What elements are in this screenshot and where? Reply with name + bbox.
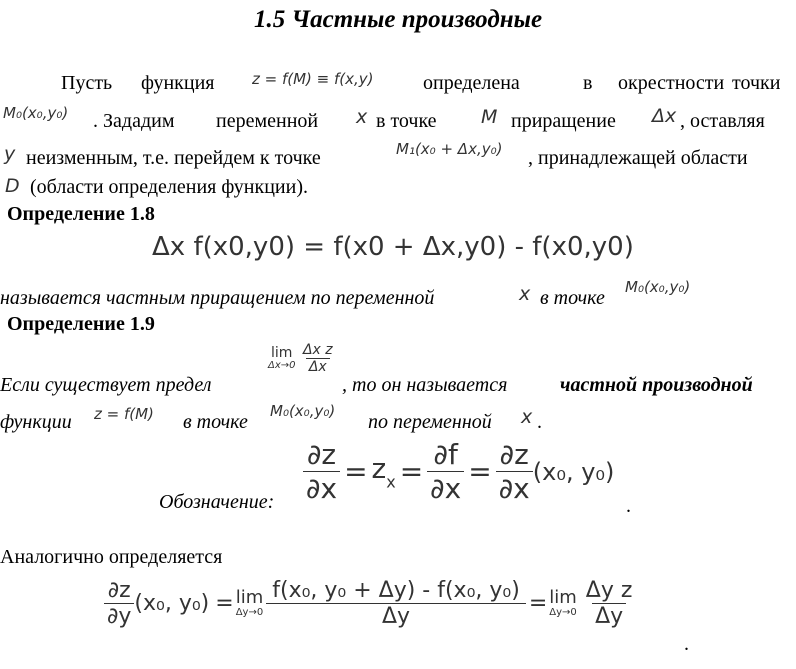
analog-lim-sub-1: Δy→0	[235, 607, 264, 618]
text-pusty: Пусть	[61, 72, 113, 94]
text-to-on: , то он называется	[342, 374, 508, 396]
notation-dx-3: ∂x	[496, 471, 533, 505]
formula-y: y	[4, 143, 16, 165]
formula-m1: M₁(x₀ + Δx,y₀)	[396, 140, 503, 158]
formula-def18-x: x	[519, 283, 531, 305]
notation-dz: ∂z	[306, 438, 337, 471]
text-chastnoy: частной производной	[560, 374, 753, 396]
text-funktsii: функции	[0, 411, 72, 433]
notation-zx-z: z	[371, 451, 387, 485]
formula-def19-m0: M₀(x₀,y₀)	[270, 402, 336, 420]
analog-den2: Δy	[592, 603, 626, 629]
analog-eq-1: =	[215, 591, 234, 616]
text-notation-dot: .	[626, 495, 631, 517]
text-notation-label: Обозначение:	[159, 491, 275, 513]
heading-def-1-9: Определение 1.9	[7, 313, 155, 335]
analog-numerator: f(x₀, y₀ + Δy) - f(x₀, y₀)	[272, 578, 520, 603]
notation-eq-1: =	[344, 455, 368, 488]
notation-dz-2: ∂z	[499, 438, 529, 471]
analog-main-fraction	[269, 578, 523, 629]
text-po-peremennoy: по переменной	[368, 411, 492, 433]
text-def18-a: называется частным приращением по переменной	[0, 287, 435, 309]
text-def19-dot: .	[537, 411, 542, 433]
analog-args: (x₀, y₀)	[134, 591, 210, 616]
analog-frac-dyz	[583, 578, 636, 629]
text-analog-dot: .	[684, 633, 689, 655]
formula-def18-m0: M₀(x₀,y₀)	[625, 278, 691, 296]
text-ostavlyaya: , оставляя	[680, 110, 765, 132]
formula-function-def: z = f(M) ≡ f(x,y)	[252, 70, 374, 88]
text-oblasti: (области определения функции).	[30, 176, 308, 198]
notation-eq-3: =	[468, 455, 492, 488]
formula-partial-y	[104, 578, 635, 629]
formula-m0: M₀(x₀,y₀)	[3, 104, 69, 122]
analog-lim-label-1: lim	[235, 587, 264, 608]
formula-x: x	[356, 106, 368, 128]
formula-dx: Δx	[652, 105, 677, 127]
text-v: в	[583, 72, 593, 94]
notation-eq-2: =	[399, 455, 424, 488]
notation-dx-2: ∂x	[427, 471, 464, 505]
lim-subscript: Δx→0	[268, 360, 296, 371]
analog-lim-label-2: lim	[549, 587, 577, 608]
text-neizmennym: неизменным, т.е. перейдем к точке	[26, 147, 321, 169]
fraction-numerator: Δx z	[302, 342, 333, 358]
section-title: 1.5 Частные производные	[253, 6, 543, 33]
text-def18-b: в точке	[540, 287, 605, 309]
notation-frac-dz-dx-2	[496, 438, 533, 505]
notation-dx: ∂x	[303, 471, 340, 505]
text-peremennoy: переменной	[216, 110, 319, 132]
analog-limit-2	[549, 589, 577, 618]
analog-lim-sub-2: Δy→0	[549, 607, 577, 618]
text-v-tochke-19: в точке	[183, 411, 248, 433]
analog-denominator: Δy	[266, 603, 526, 629]
text-okrestnosti: окрестности	[618, 72, 725, 94]
text-analog: Аналогично определяется	[0, 546, 223, 568]
notation-frac-dz-dx	[303, 438, 340, 505]
formula-partial-increment: Δx f(x0,y0) = f(x0 + Δx,y0) - f(x0,y0)	[152, 232, 634, 262]
lim-label: lim	[271, 345, 293, 361]
analog-num2: Δy z	[585, 578, 633, 603]
text-zadadim: . Зададим	[93, 110, 175, 132]
notation-frac-df-dx	[427, 438, 464, 505]
formula-limit-dxz	[268, 342, 336, 375]
analog-eq-2: =	[528, 591, 548, 616]
notation-zx-sub: x	[386, 472, 396, 492]
analog-dz: ∂z	[107, 578, 131, 603]
fraction-denominator: Δx	[306, 358, 330, 375]
notation-args: (x₀, y₀)	[532, 457, 615, 486]
text-prinadl: , принадлежащей области	[528, 147, 748, 169]
formula-zfm: z = f(M)	[94, 405, 154, 423]
text-tochki: точки	[732, 72, 781, 94]
formula-m: M	[481, 106, 498, 128]
analog-limit-1	[236, 589, 264, 618]
analog-dy: ∂y	[104, 603, 134, 629]
limit-fraction	[300, 342, 336, 375]
analog-frac-dz-dy	[104, 578, 134, 629]
text-opredelena: определена	[423, 72, 520, 94]
text-prirashchenie: приращение	[511, 110, 616, 132]
notation-zx	[372, 452, 396, 492]
notation-df: ∂f	[433, 438, 458, 471]
text-v-tochke: в точке	[376, 110, 437, 132]
limit-operator	[268, 346, 296, 371]
text-esli: Если существует предел	[0, 374, 212, 396]
heading-def-1-8: Определение 1.8	[7, 203, 155, 225]
text-funktsiya: функция	[141, 72, 215, 94]
formula-def19-x: x	[521, 406, 533, 428]
formula-d: D	[5, 175, 20, 197]
formula-notation	[303, 438, 614, 505]
